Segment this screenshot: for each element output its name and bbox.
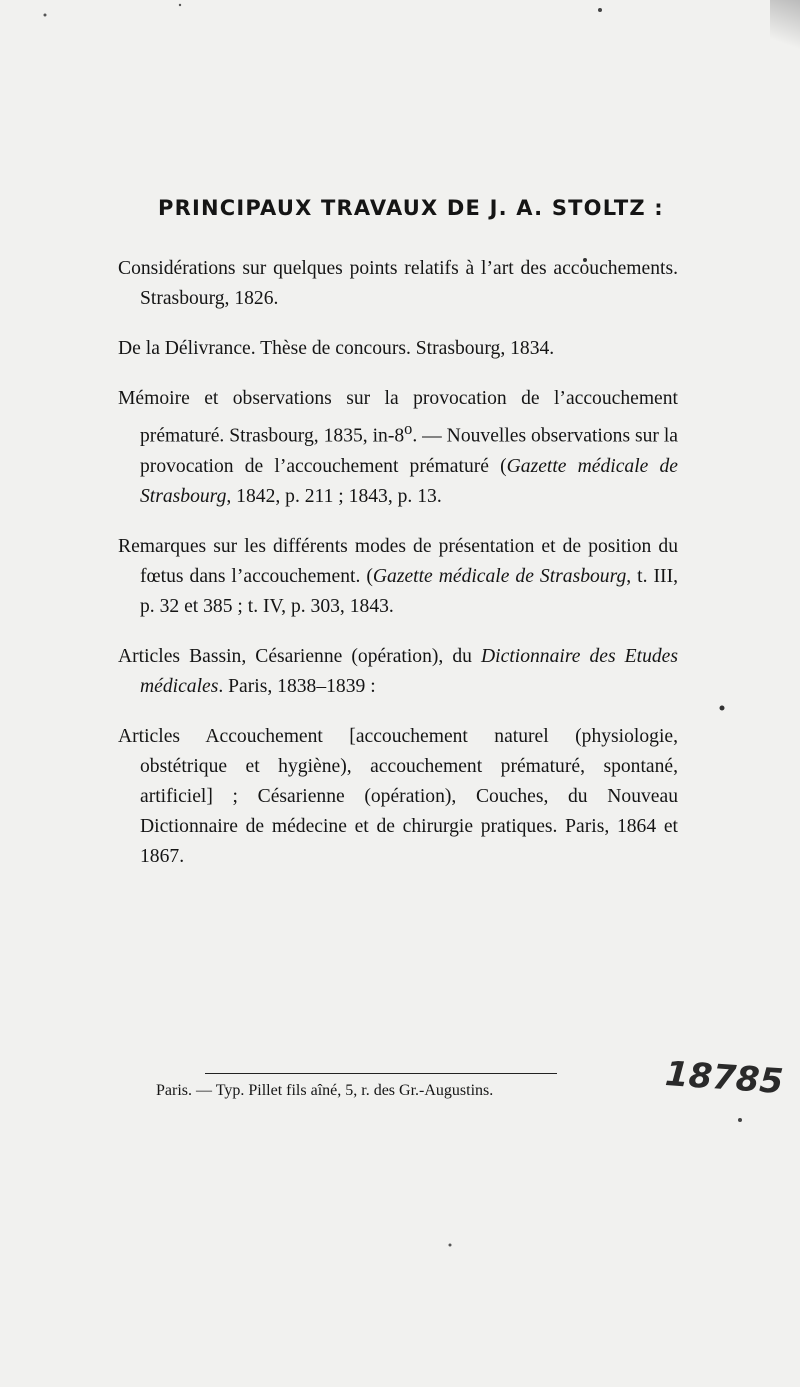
work-entry: Articles Accouchement [accouchement naturel (physiologie, obstétrique et hygiène), accouchement prématuré, spontané, artificiel] ; Césarienne (opération), Couches, du Nouveau Dictionnaire de médecine et de chirurgie pratiques. Paris, 1864 et 1867. [118,725,678,867]
page-title: PRINCIPAUX TRAVAUX DE J. A. STOLTZ : [158,196,664,220]
work-entry: Articles Bassin, Césarienne (opération), du Dictionnaire des Etudes médicales. Paris, 1838–1839 : [118,645,678,697]
work-entry: Remarques sur les différents modes de présentation et de position du fœtus dans l’accouchement. (Gazette médicale de Strasbourg, t. III, p. 32 et 385 ; t. IV, p. 303, 1843. [118,535,678,617]
works-list [118,254,678,892]
footer-rule [205,1073,557,1074]
work-entry: Considérations sur quelques points relatifs à l’art des accouchements. Strasbourg, 1826. [118,258,678,309]
shelfmark-stamp: 18785 [663,1053,785,1103]
work-entry: Mémoire et observations sur la provocation de l’accouchement prématuré. Strasbourg, 1835, in-8$^o$. — Nouvelles observations sur la provocation de l’accouchement prématuré (Gazette médicale de Strasbourg, 1842, p. 211 ; 1843, p. 13. [118,388,678,507]
work-entry: De la Délivrance. Thèse de concours. Strasbourg, 1834. [118,338,555,359]
printer-imprint: Paris. — Typ. Pillet fils aîné, 5, r. des Gr.-Augustins. [156,1082,494,1099]
